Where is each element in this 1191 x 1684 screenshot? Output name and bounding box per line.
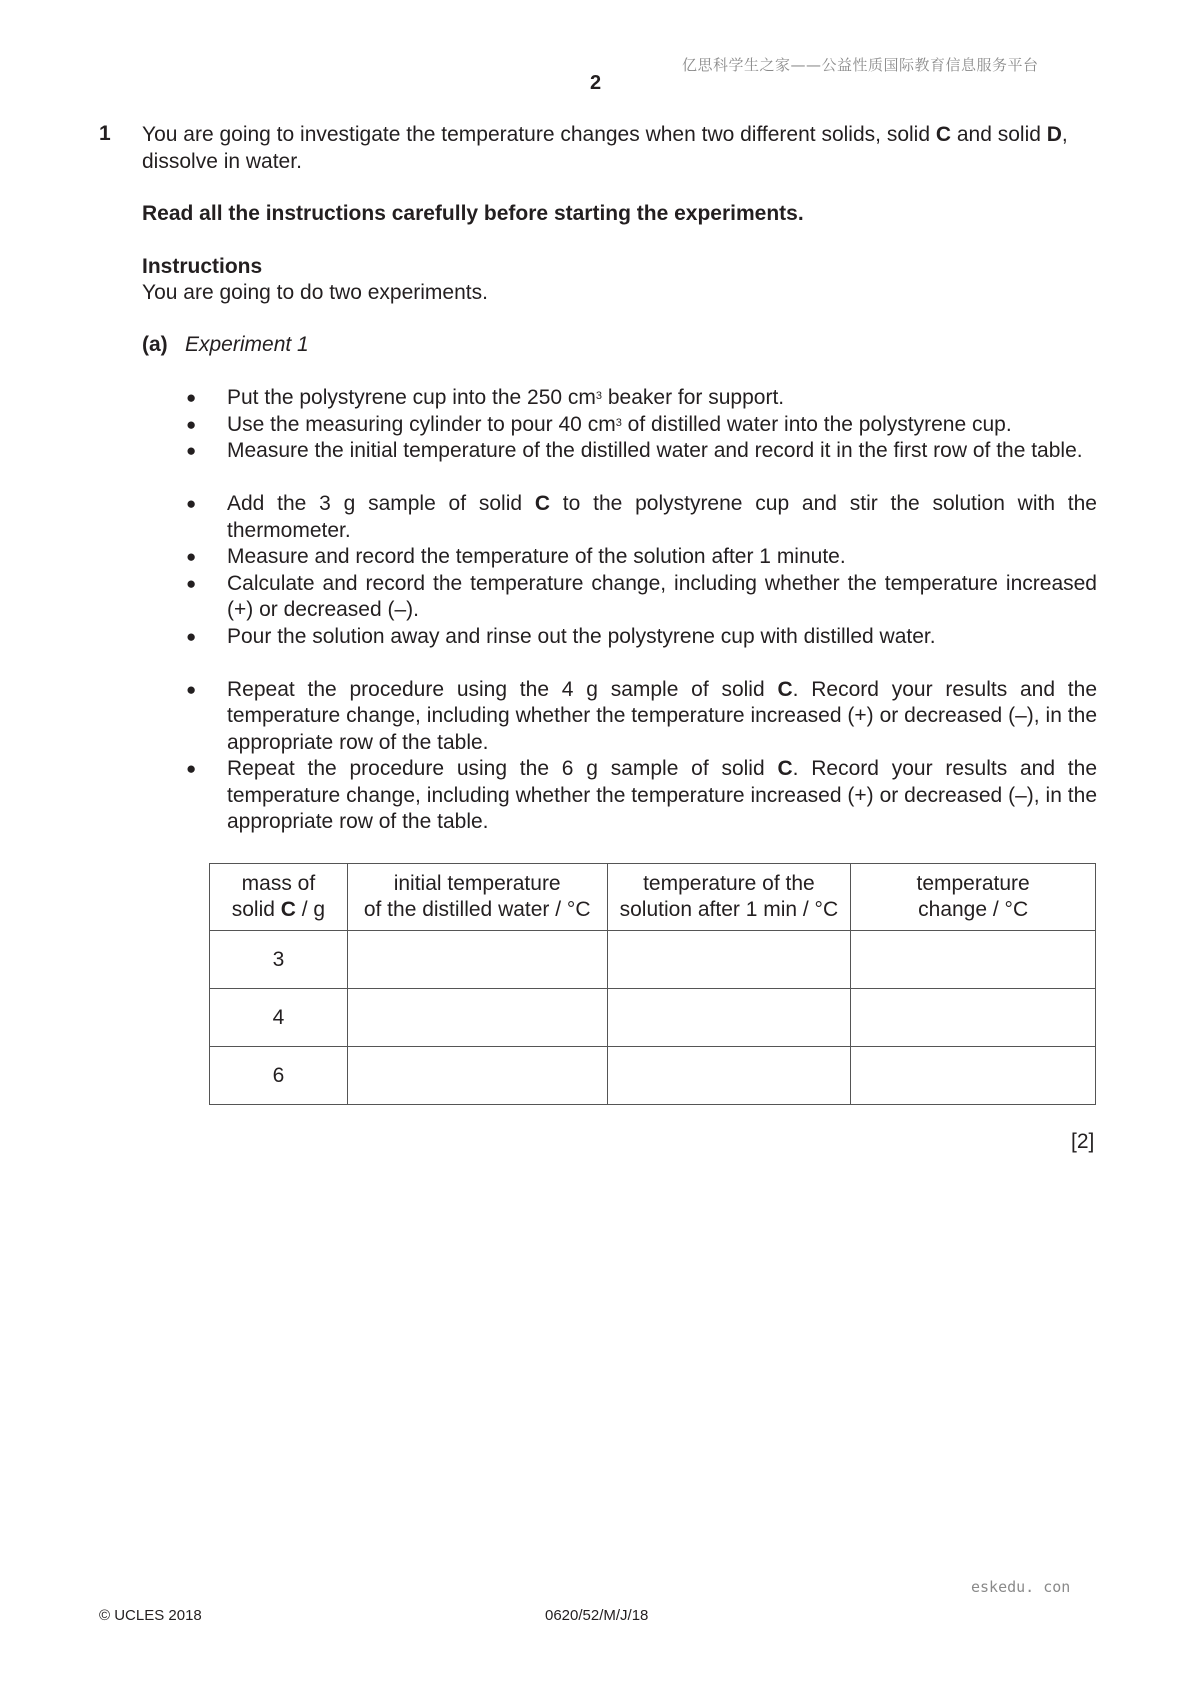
cell-temperature-after[interactable]	[607, 1047, 851, 1105]
cell-mass: 6	[210, 1047, 348, 1105]
header-temperature-after: temperature of the solution after 1 min / °C	[607, 864, 851, 931]
bullet-icon: ●	[186, 547, 197, 566]
experiment-title: Experiment 1	[185, 333, 309, 356]
list-item: ● Pour the solution away and rinse out the polystyrene cup with distilled water.	[0, 624, 1191, 651]
bullet-icon: ●	[186, 441, 197, 460]
header-temperature-change: temperature change / °C	[851, 864, 1096, 931]
cell-initial-temperature[interactable]	[347, 931, 607, 989]
cell-mass: 3	[210, 931, 348, 989]
watermark-text: 亿思科学生之家——公益性质国际教育信息服务平台	[682, 56, 1039, 74]
instruction-list	[0, 385, 1191, 836]
question-intro: You are going to investigate the temperature changes when two different solids, solid C and solid D, dissolve in water.	[142, 123, 1068, 173]
list-item: ● Measure and record the temperature of the solution after 1 minute.	[0, 544, 1191, 571]
question-number: 1	[99, 122, 111, 145]
site-watermark: eskedu. con	[971, 1578, 1071, 1596]
list-item: ● Repeat the procedure using the 4 g sample of solid C. Record your results and the temperature change, including whether the temperature increased (+) or decreased (–), in the appropriate row of the table.	[186, 677, 1097, 754]
list-item: ● Put the polystyrene cup into the 250 $cm^3$ beaker for support.	[0, 385, 1191, 412]
cell-initial-temperature[interactable]	[347, 1047, 607, 1105]
header-initial-temperature: initial temperature of the distilled water / °C	[347, 864, 607, 931]
cell-initial-temperature[interactable]	[347, 989, 607, 1047]
instructions-text: You are going to do two experiments.	[142, 281, 488, 304]
read-instruction: Read all the instructions carefully before starting the experiments.	[142, 202, 804, 225]
cell-temperature-after[interactable]	[607, 989, 851, 1047]
list-spacer	[0, 650, 1191, 677]
bullet-icon: ●	[186, 626, 197, 646]
header-mass: mass of solid C / g	[210, 864, 348, 931]
list-item: ● Add the 3 g sample of solid C to the polystyrene cup and stir the solution with the thermometer.	[186, 492, 1097, 542]
bullet-icon: ●	[186, 388, 197, 407]
footer-paper-code: 0620/52/M/J/18	[545, 1607, 649, 1624]
bullet-icon: ●	[186, 494, 197, 513]
table-header-row	[210, 864, 1096, 931]
bullet-icon: ●	[186, 679, 197, 699]
part-a-label: (a)	[142, 333, 168, 356]
bullet-icon: ●	[186, 759, 197, 778]
bullet-icon: ●	[186, 573, 197, 593]
table-row	[210, 989, 1096, 1047]
cell-temperature-after[interactable]	[607, 931, 851, 989]
marks-allocation: [2]	[1071, 1130, 1095, 1153]
cell-temperature-change[interactable]	[851, 1047, 1096, 1105]
page-number: 2	[589, 72, 602, 94]
cell-temperature-change[interactable]	[851, 931, 1096, 989]
bullet-icon: ●	[186, 414, 197, 434]
list-item: ● Measure the initial temperature of the distilled water and record it in the first row of the table.	[0, 438, 1191, 491]
list-item: ● Calculate and record the temperature change, including whether the temperature increased (+) or decreased (–).	[186, 571, 1097, 621]
list-item: ● Repeat the procedure using the 6 g sample of solid C. Record your results and the temperature change, including whether the temperature increased (+) or decreased (–), in the appropriate row of the table.	[186, 757, 1097, 833]
table-row	[210, 931, 1096, 989]
list-item: ● Use the measuring cylinder to pour 40 $cm^3$ of distilled water into the polystyrene cup.	[0, 412, 1191, 439]
cell-temperature-change[interactable]	[851, 989, 1096, 1047]
instructions-heading: Instructions	[142, 255, 263, 278]
table-row	[210, 1047, 1096, 1105]
footer-copyright: © UCLES 2018	[99, 1607, 202, 1624]
results-table	[209, 863, 1096, 1105]
cell-mass: 4	[210, 989, 348, 1047]
